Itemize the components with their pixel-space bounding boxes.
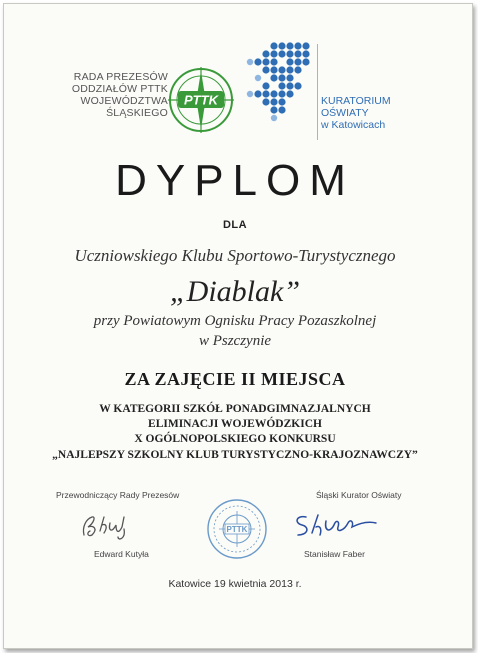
place-and-date: Katowice 19 kwietnia 2013 r. [168,578,302,590]
recipient-club-name: „Diablak” [169,275,301,308]
for-label: DLA [222,219,248,231]
org-left-line: ODDZIAŁÓW PTTK [71,83,168,95]
recipient-line-3: przy Powiatowym Ognisku Pracy Pozaszkolnej [93,313,377,329]
recipient-line-4: w Pszczynie [198,333,272,349]
official-stamp [205,497,269,561]
pttk-logo-text: PTTK [184,92,218,108]
diploma-title: DYPLOM [115,156,355,205]
left-signature [78,509,150,543]
recipient-line-1: Uczniowskiego Klubu Sportowo-Turystycznego [74,246,396,265]
right-signatory-name: Stanisław Faber [304,549,365,559]
org-right-line: OŚWIATY [321,107,369,119]
stamp-text: PTTK [226,525,248,534]
kuratorium-logo [236,38,316,128]
kuratorium-divider [317,44,318,140]
pttk-logo [166,65,236,135]
category-line: ELIMINACJI WOJEWÓDZKICH [148,418,322,430]
org-left-name [60,71,168,119]
category-line: W KATEGORII SZKÓŁ PONADGIMNAZJALNYCH [99,403,371,415]
award-place: ZA ZAJĘCIE II MIEJSCA [124,369,346,389]
org-right-line: KURATORIUM [321,95,391,107]
right-signature [290,509,380,543]
org-left-line: RADA PREZESÓW [73,71,168,83]
left-signatory-name: Edward Kutyła [94,549,149,559]
org-right-line: w Katowicach [321,119,386,131]
left-signatory-title: Przewodniczący Rady Prezesów [56,490,180,500]
org-left-line: ŚLĄSKIEGO [106,107,168,119]
category-line: „NAJLEPSZY SZKOLNY KLUB TURYSTYCZNO-KRAJOZNAWCZY” [52,449,418,461]
org-right-name [321,95,391,131]
category-line: X OGÓLNOPOLSKIEGO KONKURSU [134,433,336,445]
org-left-line: WOJEWÓDZTWA [80,95,168,107]
right-signatory-title: Śląski Kurator Oświaty [316,490,402,500]
